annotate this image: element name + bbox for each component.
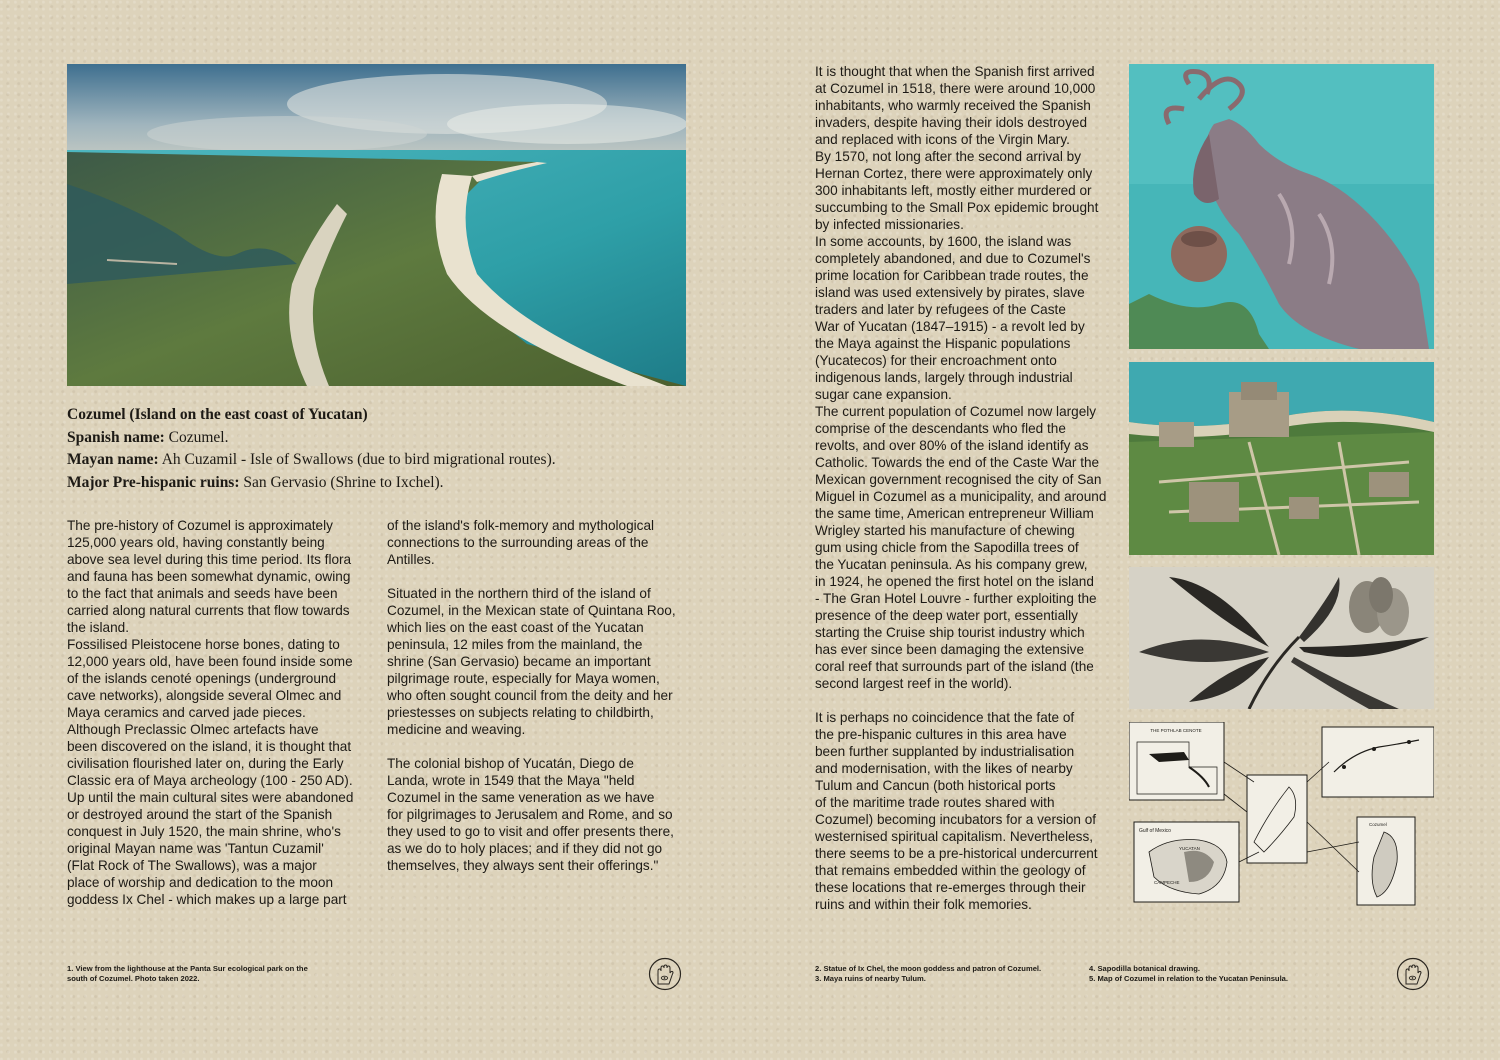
hamsa-eye-icon <box>648 957 682 991</box>
tulum-ruins-photo <box>1129 362 1434 555</box>
right-column: It is thought that when the Spanish first arrived at Cozumel in 1518, there were around 10,000 inhabitants, who warmly received the Spanish invaders, despite having their idols destroyed and replaced with icons of the Virgin Mary. By 1570, not long after the second arrival by Hernan Cortez, there were approximately only 300 inhabitants left, mostly either murdered or succumbing to the Small Pox epidemic brought by infected missionaries. In some accounts, by 1600, the island was completely abandoned, and due to Cozumel's prime location for Caribbean trade routes, the island was used extensively by pirates, slave traders and later by refugees of the Caste War of Yucatan (1847–1915) - a revolt led by the Maya against the Hispanic populations (Yucatecos) for their encroachment onto indigenous lands, largely through industrial sugar cane expansion. The current population of Cozumel now largely comprise of the descendants who fled the revolts, and over 80% of the island identify as Catholic. Towards the end of the Caste War the Mexican government recognised the city of San Miguel in Cozumel as a municipality, and around the same time, American entrepreneur William Wrigley started his manufacture of chewing gum using chicle from the Sapodilla trees of the Yucatan peninsula. As his company grew, in 1924, he opened the first hotel on the island - The Gran Hotel Louvre - further exploiting the presence of the deep water port, essentially starting the Cruise ship tourist industry which has ever since been damaging the extensive coral reef that surrounds part of the island (the second largest reef in the world). It is perhaps no coincidence that the fate of the pre-hispanic cultures in this area have been further supplanted by industrialisation and modernisation, with the likes of nearby Tulum and Cancun (both historical ports of the maritime trade routes shared with Cozumel) becoming incubators for a version of westernised spiritual capitalism. Nevertheless, there seems to be a pre-historical undercurrent that remains embedded within the geology of these locations that re-emerges through their ruins and within their folk memories. <box>815 64 1107 912</box>
spanish-name-value: Cozumel. <box>168 428 229 446</box>
right-caption-a: 2. Statue of Ix Chel, the moon goddess and patron of Cozumel. 3. Maya ruins of nearby Tulum. <box>815 964 1042 983</box>
ruins-line <box>67 472 556 495</box>
page-title: Cozumel (Island on the east coast of Yucatan) <box>67 406 368 423</box>
map-label-campeche: CAMPECHE <box>1154 880 1180 885</box>
right-caption-b: 4. Sapodilla botanical drawing. 5. Map of Cozumel in relation to the Yucatan Peninsula. <box>1089 964 1289 983</box>
mayan-name-label: Mayan name: <box>67 451 159 468</box>
spanish-name-line <box>67 427 556 450</box>
ixchel-statue-photo <box>1129 64 1434 349</box>
map-inset-title: THE POTHLAB CENOTE <box>1150 728 1202 733</box>
coastline-photo-drawing <box>67 64 686 386</box>
sapodilla-drawing <box>1129 567 1434 709</box>
cozumel-map <box>1129 722 1434 907</box>
ruins-label: Major Pre-hispanic ruins: <box>67 473 240 491</box>
map-label-yucatan: YUCATAN <box>1179 846 1200 851</box>
coastline-photo <box>67 64 686 386</box>
mayan-name-value: Ah Cuzamil - Isle of Swallows (due to bird migrational routes). <box>161 451 556 468</box>
map-label-gulf: Gulf of Mexico <box>1139 828 1171 834</box>
place-info <box>67 404 556 494</box>
left-caption: 1. View from the lighthouse at the Panta Sur ecological park on the south of Cozumel. Photo taken 2022. <box>67 964 308 983</box>
left-column-1: The pre-history of Cozumel is approximately 125,000 years old, having constantly being above sea level during this time period. Its flora and fauna has been somewhat dynamic, owing to the fact that animals and seeds have been carried along natural currents that flow towards the island. Fossilised Pleistocene horse bones, dating to 12,000 years old, have been found inside some of the islands cenoté openings (underground cave networks), alongside several Olmec and Maya ceramics and carved jade pieces. Although Preclassic Olmec artefacts have been discovered on the island, it is thought that civilisation flourished later on, during the Early Classic era of Maya archeology (100 - 250 AD). Up until the main cultural sites were abandoned or destroyed around the start of the Spanish conquest in July 1520, the main shrine, who's original Mayan name was 'Tantun Cuzamil' (Flat Rock of The Swallows), was a major place of worship and dedication to the moon goddess Ix Chel - which makes up a large part <box>67 518 354 907</box>
mayan-name-line <box>67 449 556 472</box>
ruins-value: San Gervasio (Shrine to Ixchel). <box>243 473 444 491</box>
map-label-cozumel: Cozumel <box>1369 822 1387 827</box>
hamsa-eye-icon <box>1396 957 1430 991</box>
spanish-name-label: Spanish name: <box>67 428 165 446</box>
left-column-2: of the island's folk-memory and mythological connections to the surrounding areas of the Antilles. Situated in the northern third of the island of Cozumel, in the Mexican state of Quintana Roo, which lies on the east coast of the Yucatan peninsula, 12 miles from the mainland, the shrine (San Gervasio) became an important pilgrimage route, especially for Maya women, who often sought council from the deity and her priestesses on subjects relating to childbirth, medicine and weaving. The colonial bishop of Yucatán, Diego de Landa, wrote in 1549 that the Maya "held Cozumel in the same veneration as we have for pilgrimages to Jerusalem and Rome, and so they used to go to visit and offer presents there, as we do to holy places; and if they did not go themselves, they always sent their offerings." <box>387 518 676 873</box>
